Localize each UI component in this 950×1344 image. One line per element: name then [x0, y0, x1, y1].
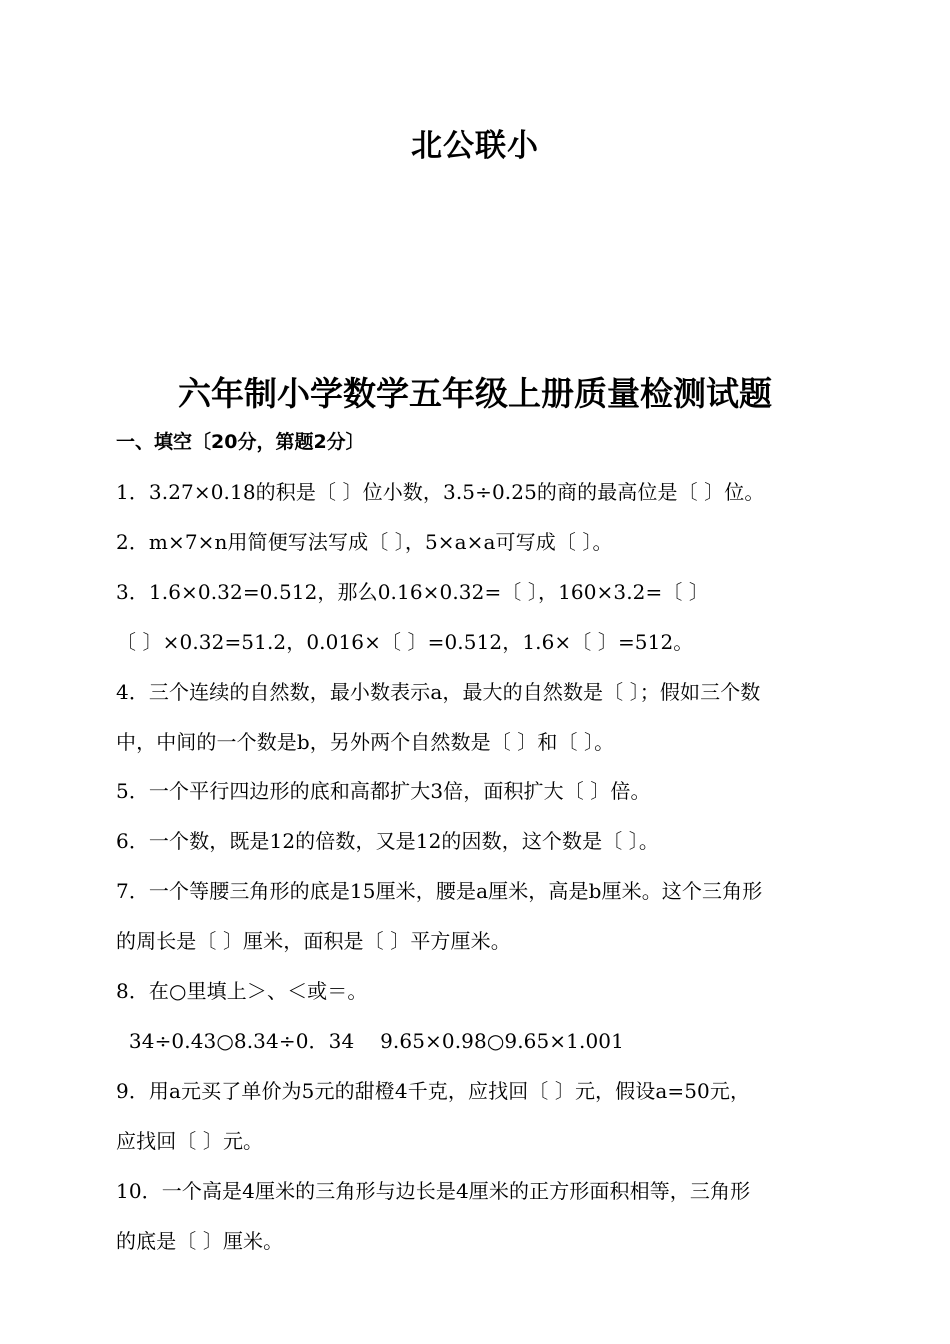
question-3-line-1: 3．1.6×0.32=0.512，那么0.16×0.32=〔 〕，160×3.2=〔 〕 — [116, 580, 710, 604]
question-9-line-1: 9．用a元买了单价为5元的甜橙4千克，应找回〔 〕元，假设a=50元， — [116, 1079, 751, 1103]
question-7-line-1: 7．一个等腰三角形的底是15厘米，腰是a厘米，高是b厘米。这个三角形 — [116, 879, 763, 903]
question-8-line-1: 8．在○里填上＞、＜或＝。 — [116, 979, 368, 1003]
question-3-line-2: 〔 〕×0.32=51.2，0.016×〔 〕=0.512，1.6×〔 〕=512。 — [116, 630, 694, 654]
question-10-line-2: 的底是〔 〕厘米。 — [116, 1229, 284, 1253]
question-9-line-2: 应找回〔 〕元。 — [116, 1129, 264, 1153]
school-title: 北公联小 — [411, 128, 539, 164]
question-4-line-1: 4．三个连续的自然数，最小数表示a，最大的自然数是〔 〕；假如三个数 — [116, 680, 761, 704]
question-2-line-1: 2．m×7×n用简便写法写成〔 〕，5×a×a可写成〔 〕。 — [116, 530, 613, 554]
question-4-line-2: 中，中间的一个数是b，另外两个自然数是〔 〕和〔 〕。 — [116, 730, 615, 754]
question-7-line-2: 的周长是〔 〕厘米，面积是〔 〕平方厘米。 — [116, 929, 511, 953]
question-6-line-1: 6．一个数，既是12的倍数，又是12的因数，这个数是〔 〕。 — [116, 829, 659, 853]
section-heading: 一、填空〔20分，第题2分〕 — [116, 431, 365, 453]
question-8-line-2: 34÷0.43○8.34÷0．34 9.65×0.98○9.65×1.001 — [116, 1029, 624, 1053]
question-10-line-1: 10．一个高是4厘米的三角形与边长是4厘米的正方形面积相等，三角形 — [116, 1179, 751, 1203]
question-5-line-1: 5．一个平行四边形的底和高都扩大3倍，面积扩大〔 〕倍。 — [116, 779, 651, 803]
question-1-line-1: 1．3.27×0.18的积是〔 〕位小数，3.5÷0.25的商的最高位是〔 〕位。 — [116, 480, 765, 504]
exam-title: 六年制小学数学五年级上册质量检测试题 — [178, 374, 772, 413]
